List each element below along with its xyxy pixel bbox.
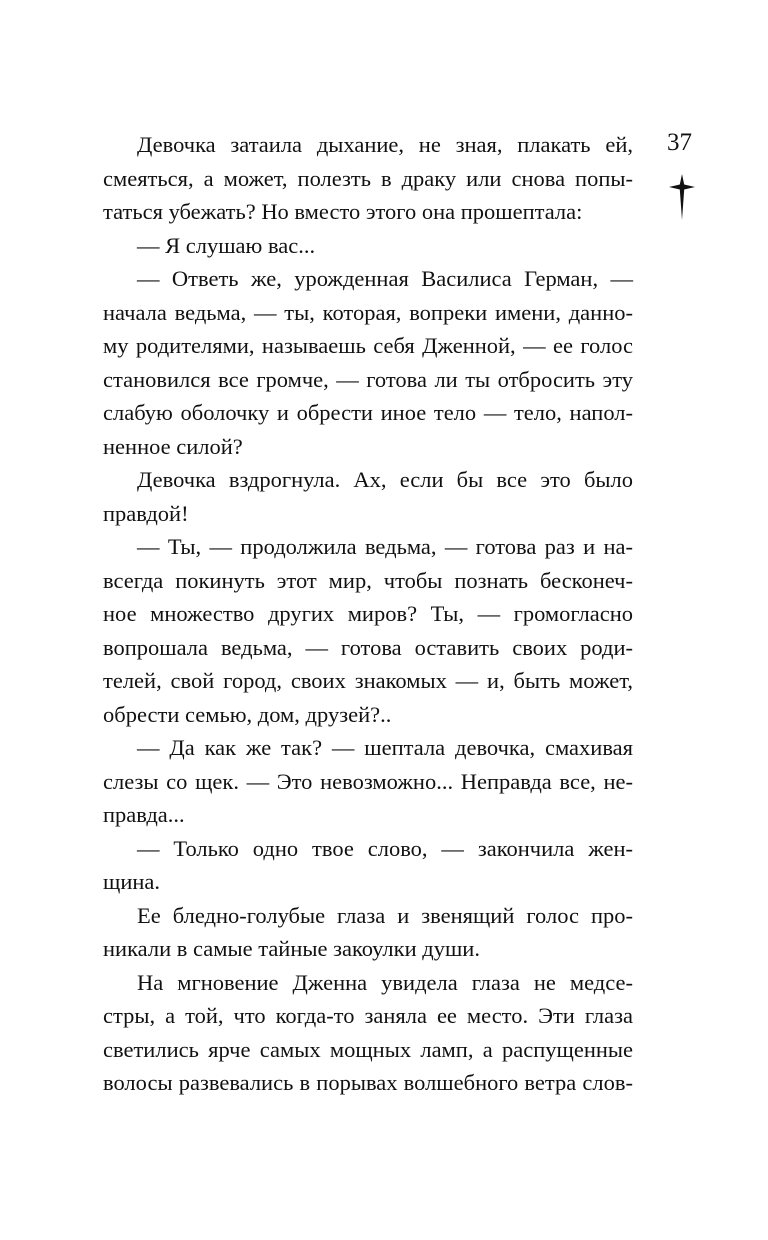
page-number: 37: [667, 129, 692, 156]
paragraph: [103, 229, 633, 263]
paragraph: [103, 262, 633, 463]
paragraph: [103, 463, 633, 530]
text-line: таться убежать? Но вместо этого она прошептала:: [103, 199, 583, 224]
text-line: правдой!: [103, 500, 189, 526]
text-line: Ее бледно-голубые глаза и звенящий голос про-: [137, 902, 633, 928]
text-line: стры, а той, что когда-то заняла ее место. Эти глаза: [103, 1003, 633, 1028]
text-line: смеяться, а может, полезть в драку или снова попы-: [103, 165, 633, 191]
four-pointed-star-icon: [669, 174, 695, 220]
text-line: волосы развевались в порывах волшебного ветра слов-: [103, 1070, 633, 1095]
paragraph: [103, 731, 633, 832]
paragraph: [103, 966, 633, 1100]
text-line: светились ярче самых мощных ламп, а распущенные: [103, 1036, 633, 1062]
text-line: Девочка затаила дыхание, не зная, плакать ей,: [137, 132, 633, 157]
text-line: ное множество других миров? Ты, — громогласно: [103, 601, 633, 626]
text-line: ненное силой?: [103, 433, 243, 459]
text-line: — Ответь же, урожденная Василиса Герман, —: [137, 266, 633, 291]
text-line: На мгновение Дженна увидела глаза не медсе-: [137, 969, 633, 995]
paragraph: [103, 530, 633, 731]
paragraph: [103, 832, 633, 899]
text-line: становился все громче, — готова ли ты отбросить эту: [103, 366, 633, 392]
text-line: — Только одно твое слово, — закончила жен-: [137, 835, 633, 861]
text-line: му родителями, называешь себя Дженной, — ее голос: [103, 333, 633, 358]
text-line: — Да как же так? — шептала девочка, смахивая: [137, 735, 633, 760]
text-line: Девочка вздрогнула. Ах, если бы все это было: [137, 467, 633, 492]
text-line: слабую оболочку и обрести иное тело — тело, напол-: [103, 400, 633, 425]
body-text: [103, 128, 633, 1100]
text-line: начала ведьма, — ты, которая, вопреки имени, данно-: [103, 299, 633, 325]
paragraph: [103, 899, 633, 966]
text-line: — Я слушаю вас...: [137, 232, 316, 258]
text-line: никали в самые тайные закоулки души.: [103, 936, 480, 961]
text-line: обрести семью, дом, друзей?..: [103, 701, 392, 727]
text-line: щина.: [103, 869, 161, 894]
text-line: правда...: [103, 802, 185, 827]
text-line: всегда покинуть этот мир, чтобы познать бесконеч-: [103, 567, 633, 593]
text-line: вопрошала ведьма, — готова оставить своих роди-: [103, 634, 633, 660]
text-line: телей, свой город, своих знакомых — и, быть может,: [103, 668, 633, 693]
paragraph: [103, 128, 633, 229]
text-line: — Ты, — продолжила ведьма, — готова раз и на-: [137, 534, 633, 559]
text-line: слезы со щек. — Это невозможно... Неправда все, не-: [103, 768, 633, 794]
